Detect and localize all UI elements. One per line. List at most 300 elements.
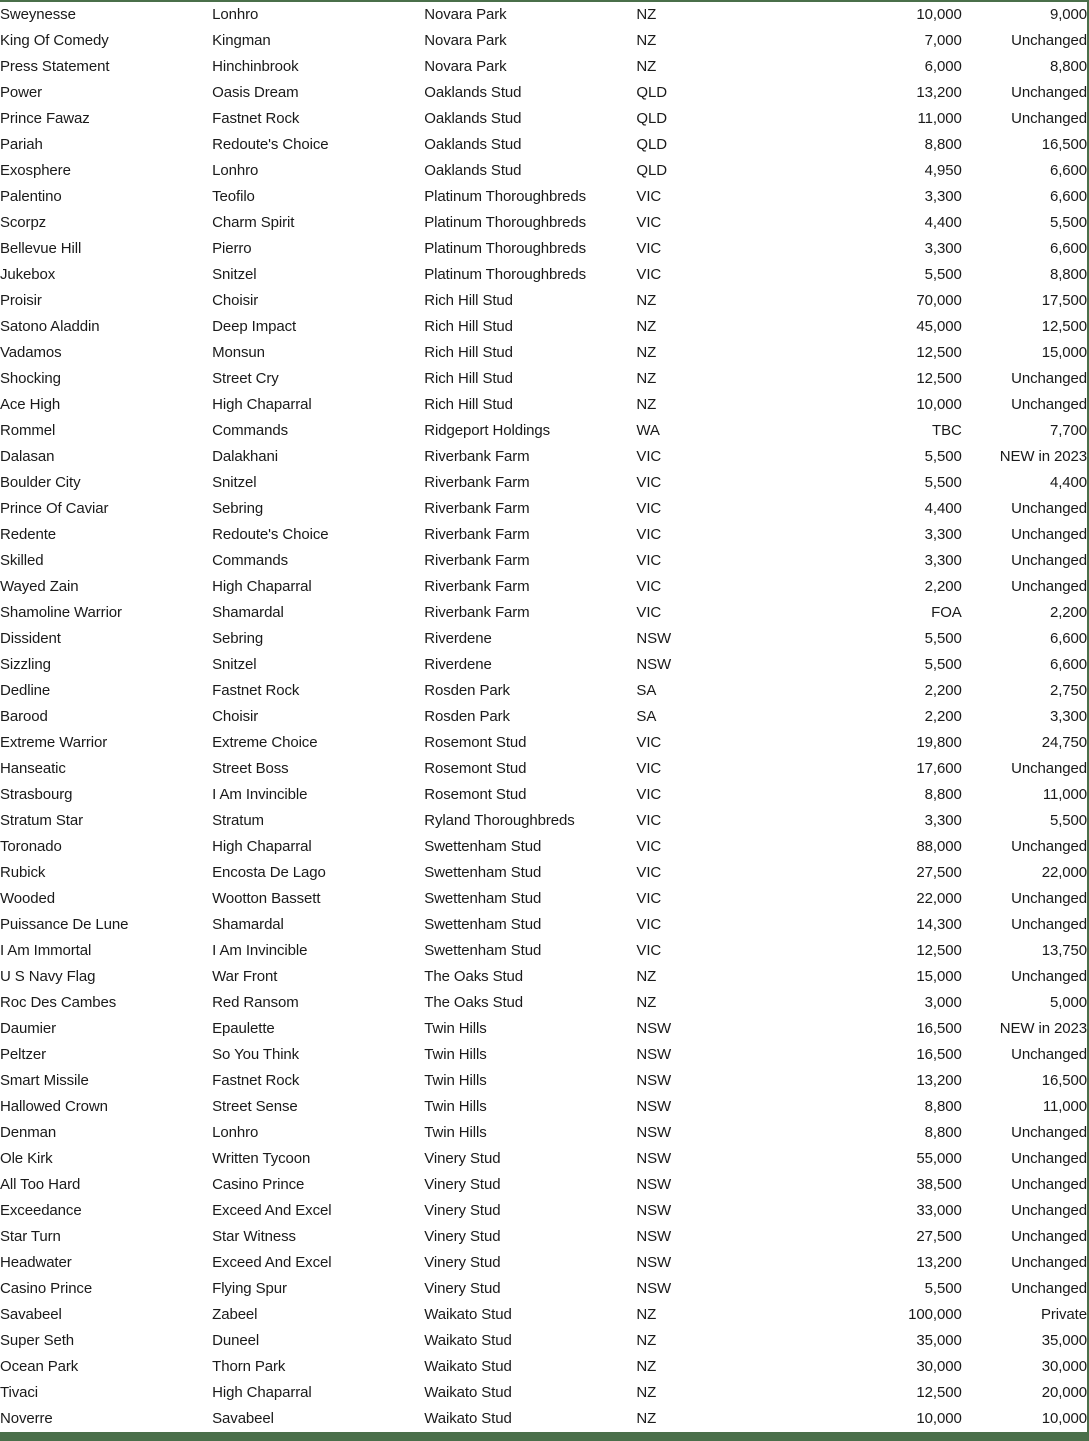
sire-cell: Teofilo <box>212 188 255 205</box>
new-fee-cell: Unchanged <box>1011 838 1087 855</box>
sire-cell: Monsun <box>212 344 265 361</box>
new-fee-cell: Unchanged <box>1011 32 1087 49</box>
state-cell: NSW <box>636 1254 672 1271</box>
previous-fee-cell: 13,200 <box>916 1254 962 1271</box>
state-cell: VIC <box>636 266 662 283</box>
stallion-name-cell: Shocking <box>0 370 61 387</box>
state-cell: QLD <box>636 136 667 153</box>
new-fee-cell: 30,000 <box>1041 1358 1087 1375</box>
state-cell: NZ <box>636 1410 657 1427</box>
stud-cell: Riverbank Farm <box>424 578 530 595</box>
table-row <box>0 600 1087 626</box>
state-cell: NSW <box>636 1176 672 1193</box>
sire-cell: Shamardal <box>212 916 284 933</box>
stallion-name-cell: Redente <box>0 526 57 543</box>
sire-cell: I Am Invincible <box>212 942 308 959</box>
table-row <box>0 158 1087 184</box>
table-row <box>0 834 1087 860</box>
stallion-name-cell: Sizzling <box>0 656 51 673</box>
sire-cell: Lonhro <box>212 1124 259 1141</box>
stud-cell: Rich Hill Stud <box>424 370 513 387</box>
new-fee-cell: Unchanged <box>1011 760 1087 777</box>
stud-cell: Twin Hills <box>424 1098 487 1115</box>
state-cell: NSW <box>636 656 672 673</box>
stud-cell: Platinum Thoroughbreds <box>424 214 587 231</box>
state-cell: NZ <box>636 1332 657 1349</box>
stallion-name-cell: All Too Hard <box>0 1176 81 1193</box>
stallion-name-cell: Hanseatic <box>0 760 66 777</box>
stud-cell: Platinum Thoroughbreds <box>424 188 587 205</box>
stallion-name-cell: U S Navy Flag <box>0 968 96 985</box>
sire-cell: Sebring <box>212 500 264 517</box>
sire-cell: Lonhro <box>212 6 259 23</box>
sire-cell: Oasis Dream <box>212 84 299 101</box>
previous-fee-cell: 70,000 <box>916 292 962 309</box>
state-cell: NSW <box>636 630 672 647</box>
stud-cell: Twin Hills <box>424 1046 487 1063</box>
stallion-name-cell: Skilled <box>0 552 44 569</box>
new-fee-cell: Unchanged <box>1011 890 1087 907</box>
previous-fee-cell: 4,400 <box>924 500 962 517</box>
stallion-name-cell: Wayed Zain <box>0 578 79 595</box>
stud-cell: Riverbank Farm <box>424 552 530 569</box>
previous-fee-cell: 38,500 <box>916 1176 962 1193</box>
state-cell: NZ <box>636 58 657 75</box>
table-row <box>0 730 1087 756</box>
stud-cell: Swettenham Stud <box>424 942 542 959</box>
stallion-name-cell: Barood <box>0 708 48 725</box>
table-row <box>0 2 1087 28</box>
new-fee-cell: 4,400 <box>1049 474 1087 491</box>
stallion-name-cell: Prince Fawaz <box>0 110 90 127</box>
state-cell: NSW <box>636 1072 672 1089</box>
stallion-name-cell: Daumier <box>0 1020 56 1037</box>
stud-cell: Rich Hill Stud <box>424 318 513 335</box>
stud-cell: Waikato Stud <box>424 1358 512 1375</box>
sire-cell: Snitzel <box>212 266 257 283</box>
new-fee-cell: 17,500 <box>1041 292 1087 309</box>
table-row <box>0 938 1087 964</box>
stallion-name-cell: Prince Of Caviar <box>0 500 109 517</box>
table-row <box>0 80 1087 106</box>
sire-cell: High Chaparral <box>212 578 312 595</box>
previous-fee-cell: 13,200 <box>916 1072 962 1089</box>
stallion-name-cell: Strasbourg <box>0 786 73 803</box>
state-cell: VIC <box>636 240 662 257</box>
previous-fee-cell: 16,500 <box>916 1020 962 1037</box>
new-fee-cell: 8,800 <box>1049 266 1087 283</box>
state-cell: NZ <box>636 968 657 985</box>
stud-cell: Riverbank Farm <box>424 500 530 517</box>
state-cell: NZ <box>636 1384 657 1401</box>
stallion-name-cell: Smart Missile <box>0 1072 89 1089</box>
stud-cell: Rosden Park <box>424 682 510 699</box>
new-fee-cell: 2,750 <box>1049 682 1087 699</box>
stud-cell: Swettenham Stud <box>424 838 542 855</box>
new-fee-cell: Unchanged <box>1011 526 1087 543</box>
previous-fee-cell: 15,000 <box>916 968 962 985</box>
table-row <box>0 132 1087 158</box>
table-row <box>0 1328 1087 1354</box>
stud-cell: Riverbank Farm <box>424 474 530 491</box>
stud-cell: Vinery Stud <box>424 1150 501 1167</box>
sire-cell: Encosta De Lago <box>212 864 326 881</box>
sire-cell: Fastnet Rock <box>212 682 300 699</box>
stud-fees-table <box>0 2 1087 1432</box>
previous-fee-cell: 8,800 <box>924 786 962 803</box>
previous-fee-cell: 22,000 <box>916 890 962 907</box>
stallion-name-cell: Exceedance <box>0 1202 82 1219</box>
table-row <box>0 1016 1087 1042</box>
stud-cell: Swettenham Stud <box>424 864 542 881</box>
table-row <box>0 210 1087 236</box>
sire-cell: Thorn Park <box>212 1358 286 1375</box>
sire-cell: Written Tycoon <box>212 1150 311 1167</box>
table-row <box>0 1068 1087 1094</box>
state-cell: NSW <box>636 1046 672 1063</box>
state-cell: VIC <box>636 942 662 959</box>
state-cell: VIC <box>636 734 662 751</box>
previous-fee-cell: 33,000 <box>916 1202 962 1219</box>
sire-cell: Choisir <box>212 292 259 309</box>
table-row <box>0 340 1087 366</box>
sire-cell: Charm Spirit <box>212 214 295 231</box>
table-row <box>0 1250 1087 1276</box>
sire-cell: Sebring <box>212 630 264 647</box>
new-fee-cell: 24,750 <box>1041 734 1087 751</box>
previous-fee-cell: 5,500 <box>924 266 962 283</box>
stud-cell: Novara Park <box>424 58 507 75</box>
state-cell: NZ <box>636 1306 657 1323</box>
stallion-name-cell: Tivaci <box>0 1384 39 1401</box>
table-row <box>0 288 1087 314</box>
state-cell: NZ <box>636 344 657 361</box>
table-row <box>0 1302 1087 1328</box>
new-fee-cell: 6,600 <box>1049 188 1087 205</box>
table-row <box>0 1172 1087 1198</box>
stud-cell: Rosemont Stud <box>424 734 527 751</box>
state-cell: NSW <box>636 1020 672 1037</box>
state-cell: NSW <box>636 1228 672 1245</box>
state-cell: NSW <box>636 1124 672 1141</box>
previous-fee-cell: 2,200 <box>924 578 962 595</box>
stud-cell: Rich Hill Stud <box>424 396 513 413</box>
table-row <box>0 912 1087 938</box>
state-cell: VIC <box>636 188 662 205</box>
new-fee-cell: 6,600 <box>1049 630 1087 647</box>
state-cell: QLD <box>636 84 667 101</box>
table-row <box>0 470 1087 496</box>
new-fee-cell: 9,000 <box>1049 6 1087 23</box>
previous-fee-cell: 5,500 <box>924 474 962 491</box>
table-row <box>0 756 1087 782</box>
state-cell: NSW <box>636 1202 672 1219</box>
sire-cell: Zabeel <box>212 1306 258 1323</box>
sire-cell: Street Boss <box>212 760 289 777</box>
stallion-name-cell: Power <box>0 84 43 101</box>
new-fee-cell: Unchanged <box>1011 1228 1087 1245</box>
stud-cell: Riverdene <box>424 656 492 673</box>
sire-cell: Commands <box>212 422 289 439</box>
stallion-name-cell: Sweynesse <box>0 6 76 23</box>
table-row <box>0 1120 1087 1146</box>
sire-cell: Street Cry <box>212 370 279 387</box>
new-fee-cell: 16,500 <box>1041 136 1087 153</box>
new-fee-cell: 2,200 <box>1049 604 1087 621</box>
stud-cell: Swettenham Stud <box>424 916 542 933</box>
state-cell: WA <box>636 422 660 439</box>
new-fee-cell: 5,500 <box>1049 812 1087 829</box>
sire-cell: Snitzel <box>212 656 257 673</box>
previous-fee-cell: 19,800 <box>916 734 962 751</box>
sire-cell: Shamardal <box>212 604 284 621</box>
new-fee-cell: 11,000 <box>1042 1098 1087 1115</box>
new-fee-cell: Private <box>1041 1306 1087 1323</box>
stallion-name-cell: Ace High <box>0 396 61 413</box>
table-row <box>0 1042 1087 1068</box>
stallion-name-cell: Press Statement <box>0 58 110 75</box>
previous-fee-cell: 13,200 <box>916 84 962 101</box>
table-row <box>0 418 1087 444</box>
state-cell: VIC <box>636 448 662 465</box>
state-cell: VIC <box>636 526 662 543</box>
stallion-name-cell: Palentino <box>0 188 62 205</box>
previous-fee-cell: 5,500 <box>924 656 962 673</box>
stud-cell: Rich Hill Stud <box>424 344 513 361</box>
stallion-name-cell: Noverre <box>0 1410 53 1427</box>
state-cell: VIC <box>636 500 662 517</box>
stallion-name-cell: Wooded <box>0 890 55 907</box>
stallion-name-cell: Jukebox <box>0 266 56 283</box>
stud-cell: Oaklands Stud <box>424 136 522 153</box>
stud-cell: The Oaks Stud <box>424 994 524 1011</box>
state-cell: NSW <box>636 1098 672 1115</box>
stud-cell: Vinery Stud <box>424 1280 501 1297</box>
stud-cell: Platinum Thoroughbreds <box>424 266 587 283</box>
stud-cell: Oaklands Stud <box>424 110 522 127</box>
previous-fee-cell: 10,000 <box>916 6 962 23</box>
previous-fee-cell: 3,300 <box>924 812 962 829</box>
stallion-name-cell: Hallowed Crown <box>0 1098 108 1115</box>
new-fee-cell: Unchanged <box>1011 500 1087 517</box>
state-cell: QLD <box>636 110 667 127</box>
previous-fee-cell: 3,000 <box>924 994 962 1011</box>
new-fee-cell: Unchanged <box>1011 1150 1087 1167</box>
new-fee-cell: Unchanged <box>1011 1254 1087 1271</box>
sire-cell: Exceed And Excel <box>212 1254 332 1271</box>
new-fee-cell: Unchanged <box>1011 84 1087 101</box>
previous-fee-cell: 3,300 <box>924 188 962 205</box>
state-cell: NZ <box>636 1358 657 1375</box>
stud-cell: Rosemont Stud <box>424 760 527 777</box>
state-cell: NZ <box>636 6 657 23</box>
state-cell: NSW <box>636 1150 672 1167</box>
stud-cell: Vinery Stud <box>424 1202 501 1219</box>
sire-cell: Snitzel <box>212 474 257 491</box>
table-row <box>0 236 1087 262</box>
table-row <box>0 1354 1087 1380</box>
previous-fee-cell: 88,000 <box>916 838 962 855</box>
previous-fee-cell: 3,300 <box>924 240 962 257</box>
table-row <box>0 1276 1087 1302</box>
state-cell: VIC <box>636 552 662 569</box>
previous-fee-cell: 35,000 <box>916 1332 962 1349</box>
stud-cell: Oaklands Stud <box>424 84 522 101</box>
stud-cell: Novara Park <box>424 6 507 23</box>
stallion-name-cell: Dissident <box>0 630 61 647</box>
sire-cell: Lonhro <box>212 162 259 179</box>
table-row <box>0 392 1087 418</box>
sire-cell: Wootton Bassett <box>212 890 321 907</box>
table-row <box>0 860 1087 886</box>
table-row <box>0 366 1087 392</box>
sire-cell: Duneel <box>212 1332 260 1349</box>
table-row <box>0 496 1087 522</box>
previous-fee-cell: 30,000 <box>916 1358 962 1375</box>
table-row <box>0 1146 1087 1172</box>
stallion-name-cell: Exosphere <box>0 162 71 179</box>
stallion-name-cell: Boulder City <box>0 474 81 491</box>
stallion-name-cell: Denman <box>0 1124 57 1141</box>
table-row <box>0 54 1087 80</box>
stud-cell: Waikato Stud <box>424 1410 512 1427</box>
previous-fee-cell: 55,000 <box>916 1150 962 1167</box>
stud-cell: Riverdene <box>424 630 492 647</box>
previous-fee-cell: 2,200 <box>924 682 962 699</box>
previous-fee-cell: 5,500 <box>924 448 962 465</box>
sire-cell: Exceed And Excel <box>212 1202 332 1219</box>
sire-cell: Savabeel <box>212 1410 274 1427</box>
state-cell: NZ <box>636 32 657 49</box>
stallion-name-cell: Pariah <box>0 136 43 153</box>
table-row <box>0 964 1087 990</box>
state-cell: VIC <box>636 474 662 491</box>
stallion-name-cell: Rubick <box>0 864 46 881</box>
new-fee-cell: 10,000 <box>1041 1410 1087 1427</box>
previous-fee-cell: 3,300 <box>924 552 962 569</box>
previous-fee-cell: 10,000 <box>916 396 962 413</box>
table-row <box>0 522 1087 548</box>
stallion-name-cell: Peltzer <box>0 1046 46 1063</box>
table-row <box>0 1224 1087 1250</box>
state-cell: VIC <box>636 786 662 803</box>
stallion-name-cell: Shamoline Warrior <box>0 604 122 621</box>
new-fee-cell: Unchanged <box>1011 1202 1087 1219</box>
table-bottom-border <box>0 1432 1089 1441</box>
stud-cell: Ryland Thoroughbreds <box>424 812 575 829</box>
stud-cell: Riverbank Farm <box>424 526 530 543</box>
table-row <box>0 1198 1087 1224</box>
previous-fee-cell: 12,500 <box>916 942 962 959</box>
stud-cell: Rich Hill Stud <box>424 292 513 309</box>
table-row <box>0 678 1087 704</box>
previous-fee-cell: 5,500 <box>924 630 962 647</box>
sire-cell: High Chaparral <box>212 1384 312 1401</box>
new-fee-cell: 3,300 <box>1049 708 1087 725</box>
stud-cell: Riverbank Farm <box>424 448 530 465</box>
previous-fee-cell: 27,500 <box>916 1228 962 1245</box>
new-fee-cell: 22,000 <box>1041 864 1087 881</box>
table-row <box>0 652 1087 678</box>
previous-fee-cell: 4,400 <box>924 214 962 231</box>
stallion-name-cell: Star Turn <box>0 1228 61 1245</box>
new-fee-cell: Unchanged <box>1011 1280 1087 1297</box>
stud-cell: Platinum Thoroughbreds <box>424 240 587 257</box>
sire-cell: Pierro <box>212 240 252 257</box>
sire-cell: Commands <box>212 552 289 569</box>
table-row <box>0 548 1087 574</box>
previous-fee-cell: 27,500 <box>916 864 962 881</box>
stud-cell: Vinery Stud <box>424 1254 501 1271</box>
state-cell: NSW <box>636 1280 672 1297</box>
stallion-name-cell: Bellevue Hill <box>0 240 82 257</box>
new-fee-cell: 6,600 <box>1049 162 1087 179</box>
sire-cell: Epaulette <box>212 1020 275 1037</box>
stud-cell: Twin Hills <box>424 1124 487 1141</box>
previous-fee-cell: 11,000 <box>917 110 962 127</box>
state-cell: NZ <box>636 318 657 335</box>
new-fee-cell: 5,000 <box>1049 994 1087 1011</box>
stud-cell: Waikato Stud <box>424 1332 512 1349</box>
table-row <box>0 626 1087 652</box>
sire-cell: Fastnet Rock <box>212 110 300 127</box>
stallion-name-cell: I Am Immortal <box>0 942 92 959</box>
stallion-name-cell: Headwater <box>0 1254 72 1271</box>
state-cell: VIC <box>636 916 662 933</box>
stallion-name-cell: Proisir <box>0 292 42 309</box>
stud-cell: Swettenham Stud <box>424 890 542 907</box>
state-cell: VIC <box>636 812 662 829</box>
previous-fee-cell: 10,000 <box>916 1410 962 1427</box>
table-row <box>0 886 1087 912</box>
stallion-name-cell: Roc Des Cambes <box>0 994 117 1011</box>
table-row <box>0 106 1087 132</box>
previous-fee-cell: 12,500 <box>916 370 962 387</box>
sire-cell: Flying Spur <box>212 1280 287 1297</box>
sire-cell: Red Ransom <box>212 994 299 1011</box>
stallion-name-cell: Toronado <box>0 838 62 855</box>
new-fee-cell: Unchanged <box>1011 370 1087 387</box>
sire-cell: Stratum <box>212 812 264 829</box>
sire-cell: Casino Prince <box>212 1176 305 1193</box>
state-cell: VIC <box>636 578 662 595</box>
state-cell: SA <box>636 708 657 725</box>
previous-fee-cell: 4,950 <box>924 162 962 179</box>
state-cell: VIC <box>636 864 662 881</box>
sire-cell: I Am Invincible <box>212 786 308 803</box>
state-cell: VIC <box>636 604 662 621</box>
previous-fee-cell: 8,800 <box>924 1098 962 1115</box>
stallion-name-cell: Dalasan <box>0 448 55 465</box>
stud-cell: Vinery Stud <box>424 1176 501 1193</box>
new-fee-cell: 6,600 <box>1049 656 1087 673</box>
state-cell: VIC <box>636 838 662 855</box>
previous-fee-cell: FOA <box>931 604 962 621</box>
new-fee-cell: NEW in 2023 <box>999 1020 1087 1037</box>
state-cell: NZ <box>636 396 657 413</box>
stud-cell: Vinery Stud <box>424 1228 501 1245</box>
stallion-name-cell: Rommel <box>0 422 56 439</box>
state-cell: VIC <box>636 890 662 907</box>
sire-cell: Extreme Choice <box>212 734 318 751</box>
stallion-name-cell: Ocean Park <box>0 1358 79 1375</box>
previous-fee-cell: 17,600 <box>916 760 962 777</box>
table-row <box>0 990 1087 1016</box>
new-fee-cell: NEW in 2023 <box>999 448 1087 465</box>
state-cell: NZ <box>636 994 657 1011</box>
sire-cell: High Chaparral <box>212 396 312 413</box>
stud-cell: Waikato Stud <box>424 1384 512 1401</box>
